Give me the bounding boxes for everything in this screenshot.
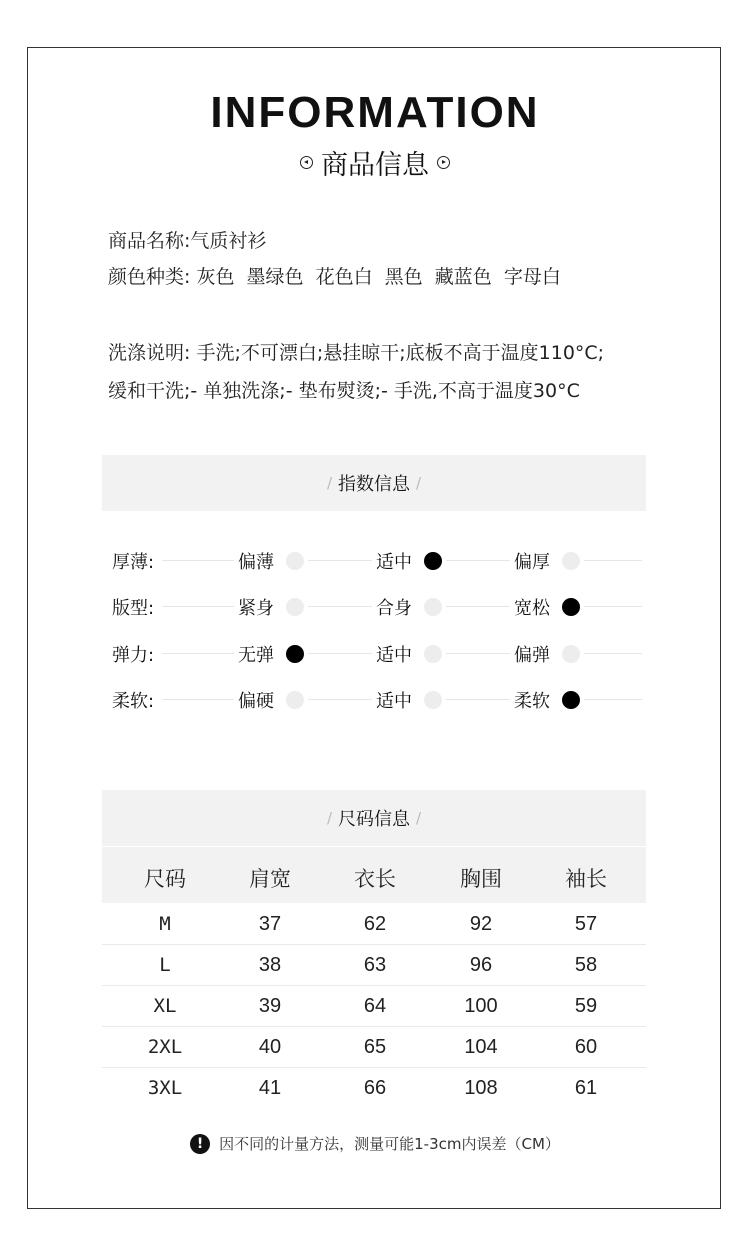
- size-value-cell: 59: [574, 995, 598, 1017]
- unselected-dot-icon: [562, 645, 580, 663]
- size-header-cell: 肩宽: [249, 867, 291, 891]
- index-option-label: 合身: [376, 598, 412, 619]
- size-value-cell: 37: [258, 913, 282, 935]
- index-option: [234, 641, 308, 667]
- index-option: [372, 548, 446, 574]
- index-option-label: 偏薄: [238, 552, 274, 573]
- index-option: [372, 687, 446, 713]
- size-value-cell: 38: [258, 954, 282, 976]
- size-label-cell: 3XL: [147, 1077, 183, 1099]
- index-option-label: 适中: [376, 552, 412, 573]
- note-text: 因不同的计量方法，测量可能1-3cm内误差（CM）: [219, 1135, 560, 1153]
- size-value-cell: 60: [574, 1036, 598, 1058]
- size-label-cell: M: [159, 913, 171, 935]
- index-row: [112, 684, 642, 714]
- unselected-dot-icon: [424, 691, 442, 709]
- selected-dot-icon: [562, 598, 580, 616]
- index-option-label: 适中: [376, 645, 412, 666]
- index-option-label: 偏弹: [514, 645, 550, 666]
- index-option-label: 紧身: [238, 598, 274, 619]
- exclamation-icon: !: [190, 1134, 210, 1154]
- size-table-header: [102, 847, 646, 903]
- index-label: 厚薄:: [112, 548, 154, 574]
- slash-icon: /: [326, 809, 332, 827]
- size-section-title: 尺码信息: [338, 809, 410, 830]
- size-value-cell: 39: [258, 995, 282, 1017]
- index-label: 弹力:: [112, 641, 154, 667]
- measurement-note: [0, 1133, 750, 1154]
- slash-icon: /: [416, 809, 422, 827]
- index-label: 版型:: [112, 594, 154, 620]
- selected-dot-icon: [286, 645, 304, 663]
- selected-dot-icon: [562, 691, 580, 709]
- index-option: [510, 594, 584, 620]
- index-option-label: 适中: [376, 691, 412, 712]
- table-row: [102, 985, 646, 1027]
- product-name: 商品名称:气质衬衫: [108, 230, 267, 252]
- slash-icon: /: [326, 474, 332, 492]
- unselected-dot-icon: [424, 645, 442, 663]
- index-option-label: 柔软: [514, 691, 550, 712]
- selected-dot-icon: [424, 552, 442, 570]
- size-label-cell: L: [159, 954, 171, 976]
- index-option: [372, 594, 446, 620]
- washing-line-2: 缓和干洗;- 单独洗涤;- 垫布熨烫;- 手洗,不高于温度30°C: [108, 380, 580, 402]
- size-value-cell: 100: [464, 995, 498, 1017]
- unselected-dot-icon: [424, 598, 442, 616]
- index-section-header: [102, 455, 646, 511]
- table-row: [102, 1026, 646, 1068]
- size-header-cell: 衣长: [354, 867, 396, 891]
- size-value-cell: 58: [574, 954, 598, 976]
- unselected-dot-icon: [286, 598, 304, 616]
- size-value-cell: 104: [464, 1036, 498, 1058]
- size-section-header: [102, 790, 646, 846]
- index-option: [234, 594, 308, 620]
- size-value-cell: 65: [363, 1036, 387, 1058]
- index-option: [234, 687, 308, 713]
- table-row: [102, 903, 646, 945]
- size-label-cell: 2XL: [147, 1036, 183, 1058]
- index-option: [510, 687, 584, 713]
- index-option-label: 偏硬: [238, 691, 274, 712]
- size-value-cell: 62: [363, 913, 387, 935]
- size-header-cell: 胸围: [460, 867, 502, 891]
- index-option-label: 宽松: [514, 598, 550, 619]
- index-option: [234, 548, 308, 574]
- index-row: [112, 545, 642, 575]
- index-option: [510, 641, 584, 667]
- size-header-cell: 袖长: [565, 867, 607, 891]
- table-row: [102, 1067, 646, 1108]
- index-option: [372, 641, 446, 667]
- size-label-cell: XL: [153, 995, 177, 1017]
- index-option: [510, 548, 584, 574]
- index-option-label: 无弹: [238, 645, 274, 666]
- size-header-cell: 尺码: [144, 867, 186, 891]
- size-value-cell: 64: [363, 995, 387, 1017]
- circle-arrow-left-icon: [300, 156, 313, 169]
- product-colors: 颜色种类: 灰色 墨绿色 花色白 黑色 藏蓝色 字母白: [108, 266, 561, 288]
- index-section-title: 指数信息: [338, 474, 410, 495]
- size-value-cell: 57: [574, 913, 598, 935]
- size-value-cell: 41: [258, 1077, 282, 1099]
- index-row: [112, 591, 642, 621]
- page-title-cn: [0, 143, 750, 182]
- size-value-cell: 108: [464, 1077, 498, 1099]
- circle-arrow-right-icon: [437, 156, 450, 169]
- size-value-cell: 92: [469, 913, 493, 935]
- size-value-cell: 63: [363, 954, 387, 976]
- page-title-en: INFORMATION: [210, 88, 540, 137]
- index-row: [112, 638, 642, 668]
- index-option-label: 偏厚: [514, 552, 550, 573]
- size-value-cell: 96: [469, 954, 493, 976]
- size-value-cell: 40: [258, 1036, 282, 1058]
- unselected-dot-icon: [562, 552, 580, 570]
- unselected-dot-icon: [286, 552, 304, 570]
- table-row: [102, 944, 646, 986]
- size-value-cell: 66: [363, 1077, 387, 1099]
- page-title-cn-text: 商品信息: [321, 150, 429, 181]
- unselected-dot-icon: [286, 691, 304, 709]
- size-value-cell: 61: [574, 1077, 598, 1099]
- slash-icon: /: [416, 474, 422, 492]
- index-label: 柔软:: [112, 687, 154, 713]
- washing-line-1: 洗涤说明: 手洗;不可漂白;悬挂晾干;底板不高于温度110°C;: [108, 342, 605, 364]
